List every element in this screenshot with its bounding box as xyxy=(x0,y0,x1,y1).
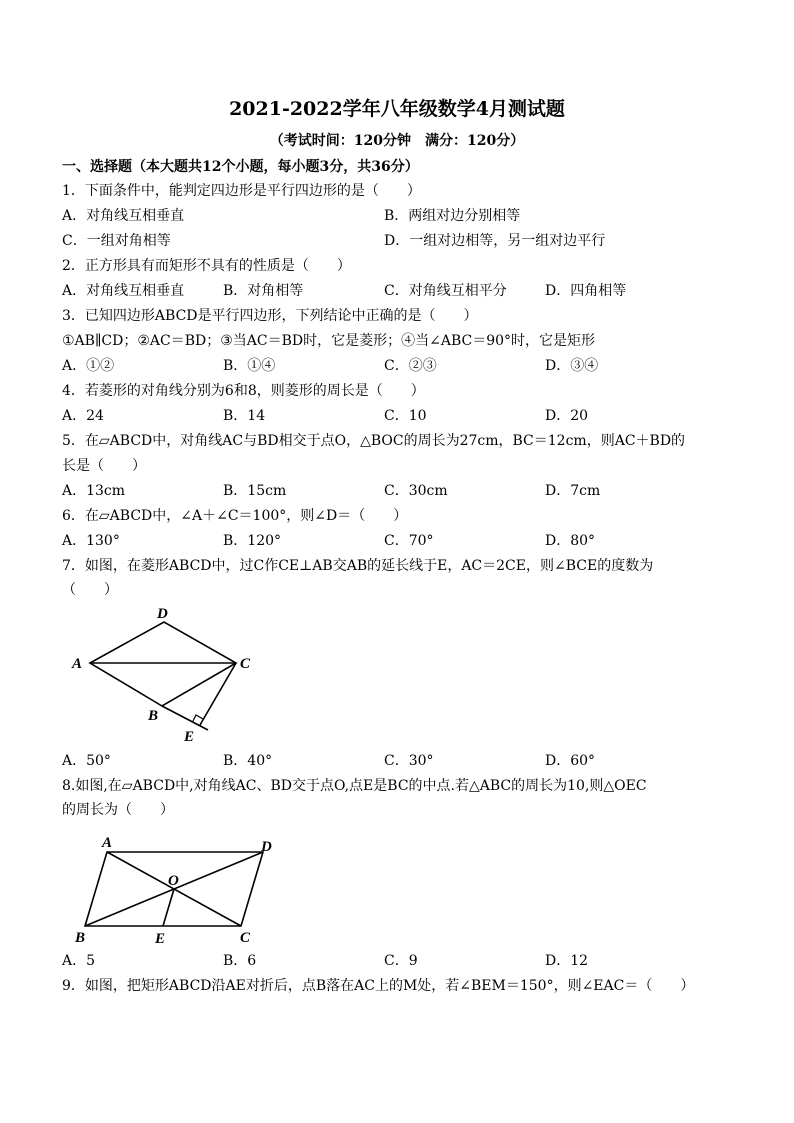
question-1-option-b: B．两组对边分别相等 xyxy=(384,208,521,224)
question-5-option-d: D．7cm xyxy=(545,483,601,499)
question-7-option-a: A．50° xyxy=(62,753,111,769)
label-d: D xyxy=(157,606,168,622)
question-5-stem-continued: 长是（ ） xyxy=(62,458,146,474)
question-5-stem: 5．在▱ABCD中，对角线AC与BD相交于点O，△BOC的周长为27cm，BC＝12cm，则AC＋BD的 xyxy=(62,433,686,449)
right-angle-mark xyxy=(193,715,203,721)
question-2-option-d: D．四角相等 xyxy=(545,283,627,299)
question-3-statements: ①AB∥CD；②AC＝BD；③当AC＝BD时，它是菱形；④当∠ABC＝90°时，它是矩形 xyxy=(62,333,596,349)
question-8-parallelogram-figure xyxy=(70,834,290,950)
question-2-stem: 2．正方形具有而矩形不具有的性质是（ ） xyxy=(62,258,351,274)
segment-oe xyxy=(163,889,174,926)
label-b: B xyxy=(148,708,159,724)
question-6-option-b: B．120° xyxy=(223,533,282,549)
exam-info: （考试时间：120分钟 满分：120分） xyxy=(269,133,525,149)
question-2-option-b: B．对角相等 xyxy=(223,283,304,299)
label-c: C xyxy=(240,930,251,946)
question-3-option-c: C．②③ xyxy=(384,358,437,374)
section-heading: 一、选择题（本大题共12个小题，每小题3分，共36分） xyxy=(62,159,419,175)
question-7-stem-continued: （ ） xyxy=(62,582,118,598)
question-5-option-c: C．30cm xyxy=(384,483,448,499)
question-4-option-a: A．24 xyxy=(62,408,104,424)
question-6-stem: 6．在▱ABCD中，∠A＋∠C＝100°，则∠D＝（ ） xyxy=(62,508,408,524)
question-1-option-c: C．一组对角相等 xyxy=(62,233,171,249)
question-4-option-c: C．10 xyxy=(384,408,427,424)
question-6-option-c: C．70° xyxy=(384,533,434,549)
question-5-option-b: B．15cm xyxy=(223,483,287,499)
question-3-stem: 3．已知四边形ABCD是平行四边形，下列结论中正确的是（ ） xyxy=(62,308,478,324)
page-title: 2021-2022学年八年级数学4月测试题 xyxy=(229,98,565,120)
question-7-option-b: B．40° xyxy=(223,753,273,769)
question-1-option-d: D．一组对边相等，另一组对边平行 xyxy=(384,233,606,249)
question-8-stem: 8.如图,在▱ABCD中,对角线AC、BD交于点O,点E是BC的中点.若△ABC的周长为10,则△OEC xyxy=(62,778,647,794)
label-e: E xyxy=(155,931,166,947)
label-c: C xyxy=(240,656,251,672)
question-1-option-a: A．对角线互相垂直 xyxy=(62,208,185,224)
question-7-rhombus-figure xyxy=(60,600,260,748)
question-2-option-c: C．对角线互相平分 xyxy=(384,283,507,299)
rhombus-outline xyxy=(90,622,236,706)
question-7-option-c: C．30° xyxy=(384,753,434,769)
label-d: D xyxy=(261,839,272,855)
question-3-option-a: A．①② xyxy=(62,358,115,374)
question-3-option-d: D．③④ xyxy=(545,358,599,374)
label-o: O xyxy=(168,873,179,889)
question-8-stem-continued: 的周长为（ ） xyxy=(62,802,174,818)
label-a: A xyxy=(72,656,83,672)
question-2-option-a: A．对角线互相垂直 xyxy=(62,283,185,299)
question-6-option-d: D．80° xyxy=(545,533,596,549)
question-8-option-a: A．5 xyxy=(62,953,96,969)
question-3-option-b: B．①④ xyxy=(223,358,276,374)
question-5-option-a: A．13cm xyxy=(62,483,126,499)
question-8-option-d: D．12 xyxy=(545,953,589,969)
question-7-stem: 7．如图，在菱形ABCD中，过C作CE⊥AB交AB的延长线于E，AC＝2CE，则∠BCE的度数为 xyxy=(62,558,654,574)
question-4-option-b: B．14 xyxy=(223,408,266,424)
question-7-option-d: D．60° xyxy=(545,753,596,769)
question-6-option-a: A．130° xyxy=(62,533,120,549)
segment-ce xyxy=(200,663,236,725)
question-4-option-d: D．20 xyxy=(545,408,589,424)
label-e: E xyxy=(184,729,195,745)
label-b: B xyxy=(75,930,86,946)
label-a: A xyxy=(102,835,113,851)
question-1-stem: 1．下面条件中，能判定四边形是平行四边形的是（ ） xyxy=(62,183,421,199)
question-8-option-b: B．6 xyxy=(223,953,257,969)
question-9-stem: 9．如图，把矩形ABCD沿AE对折后，点B落在AC上的M处，若∠BEM＝150°，则∠EAC＝（ ） xyxy=(62,978,695,994)
question-4-stem: 4．若菱形的对角线分别为6和8，则菱形的周长是（ ） xyxy=(62,383,425,399)
question-8-option-c: C．9 xyxy=(384,953,418,969)
